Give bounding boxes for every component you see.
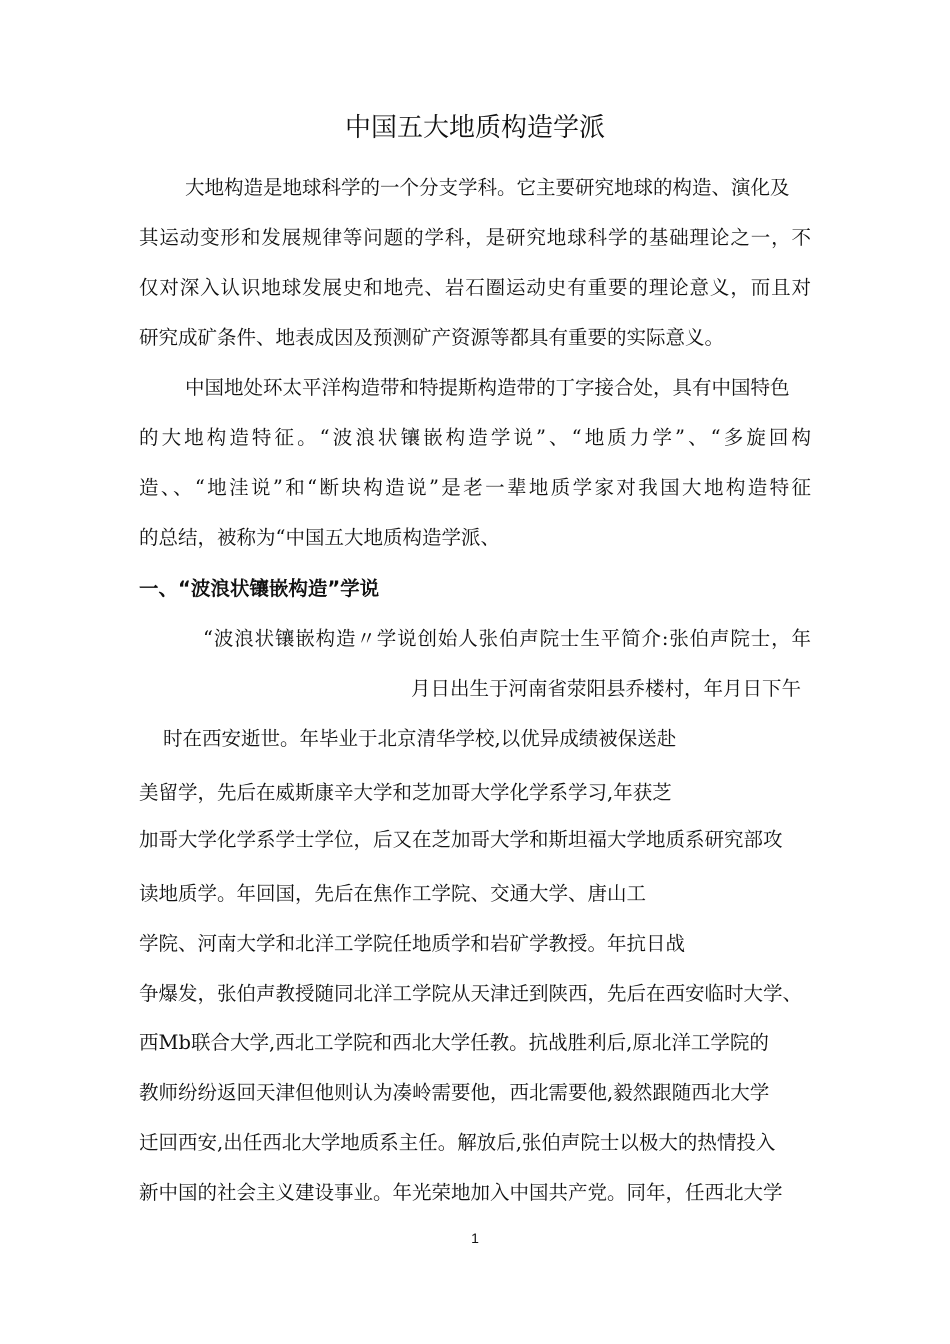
- section-heading: 一、“波浪状镶嵌构造”学说: [139, 577, 380, 600]
- paragraph-2-line-2: 的大地构造特征。“波浪状镶嵌构造学说”、“地质力学”、“多旋回构: [139, 426, 811, 449]
- paragraph-1-line-2: 其运动变形和发展规律等问题的学科，是研究地球科学的基础理论之一，不: [139, 226, 811, 249]
- paragraph-2-line-1: 中国地处环太平洋构造带和特提斯构造带的丁字接合处，具有中国特色: [185, 376, 790, 399]
- section-line-2: 月日出生于河南省荥阳县乔楼村，年月日下午: [411, 677, 802, 700]
- paragraph-2-line-4: 的总结，被称为“中国五大地质构造学派、: [139, 526, 500, 549]
- page-number: 1: [471, 1230, 479, 1246]
- section-line-3: 时在西安逝世。年毕业于北京清华学校,以优异成绩被保送赴: [163, 727, 677, 750]
- section-line-5: 加哥大学化学系学士学位，后又在芝加哥大学和斯坦福大学地质系研究部攻: [139, 828, 783, 851]
- paragraph-1-line-1: 大地构造是地球科学的一个分支学科。它主要研究地球的构造、演化及: [185, 176, 790, 199]
- section-line-11: 迁回西安,出任西北大学地质系主任。解放后,张伯声院士以极大的热情投入: [139, 1131, 776, 1154]
- section-line-1: “波浪状镶嵌构造〃学说创始人张伯声院士生平简介:张伯声院士，年: [203, 627, 811, 650]
- paragraph-1-line-4: 研究成矿条件、地表成因及预测矿产资源等都具有重要的实际意义。: [139, 326, 725, 349]
- section-line-12: 新中国的社会主义建设事业。年光荣地加入中国共产党。同年，任西北大学: [139, 1181, 783, 1204]
- section-line-9: 西Mb联合大学,西北工学院和西北大学任教。抗战胜利后,原北洋工学院的: [139, 1031, 769, 1054]
- section-line-4: 美留学，先后在威斯康辛大学和芝加哥大学化学系学习,年获芝: [139, 781, 672, 804]
- paragraph-2-line-3: 造、、“地洼说”和“断块构造说”是老一辈地质学家对我国大地构造特征: [139, 476, 811, 499]
- section-line-10: 教师纷纷返回天津但他则认为凑岭需要他，西北需要他,毅然跟随西北大学: [139, 1081, 770, 1104]
- section-line-7: 学院、河南大学和北洋工学院任地质学和岩矿学教授。年抗日战: [139, 932, 686, 955]
- section-line-6: 读地质学。年回国，先后在焦作工学院、交通大学、唐山工: [139, 882, 647, 905]
- paragraph-1-line-3: 仅对深入认识地球发展史和地壳、岩石圈运动史有重要的理论意义，而且对: [139, 276, 811, 299]
- document-title: 中国五大地质构造学派: [344, 113, 605, 143]
- section-line-8: 争爆发，张伯声教授随同北洋工学院从天津迁到陕西，先后在西安临时大学、: [139, 982, 803, 1005]
